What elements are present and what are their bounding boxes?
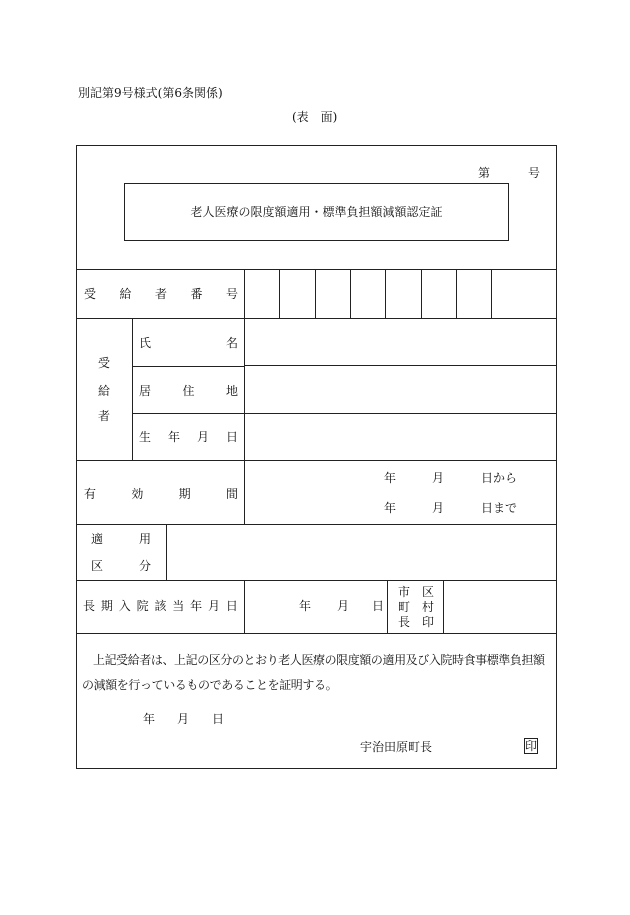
seal-label-line2: 町 村: [398, 600, 434, 614]
side-label: (表 面): [292, 110, 338, 124]
row-divider: [76, 580, 557, 581]
statement-day: 日: [212, 712, 225, 726]
long-term-year: 年: [299, 599, 312, 613]
column-divider: [387, 580, 388, 633]
row-divider: [244, 365, 557, 366]
long-term-label: 長 期 入 院 該 当 年 月 日: [83, 599, 238, 613]
validity-from-day: 日から: [481, 471, 518, 485]
validity-to-year: 年: [384, 501, 397, 515]
column-divider: [244, 580, 245, 633]
row-divider: [132, 413, 244, 414]
statement-year: 年: [143, 712, 156, 726]
digit-cell-divider: [315, 269, 316, 318]
statement-line1: 上記受給者は、上記の区分のとおり老人医療の限度額の適用及び入院時食事標準負担額: [93, 653, 545, 667]
number-suffix: 号: [528, 166, 541, 180]
digit-cell-divider: [350, 269, 351, 318]
column-divider: [443, 580, 444, 633]
number-prefix: 第: [478, 166, 491, 180]
long-term-day: 日: [372, 599, 385, 613]
row-divider: [132, 366, 244, 367]
row-divider: [76, 633, 557, 634]
validity-to-month: 月: [432, 501, 445, 515]
seal-mark: 印: [525, 739, 538, 753]
issuer-name: 宇治田原町長: [360, 740, 433, 754]
validity-label: 有 効 期 間: [84, 487, 238, 501]
validity-from-month: 月: [432, 471, 445, 485]
recipient-group-label-1: 受: [98, 356, 111, 370]
name-label: 氏 名: [139, 336, 238, 350]
row-divider: [76, 524, 557, 525]
address-label: 居 住 地: [139, 384, 238, 398]
validity-to-day: 日まで: [481, 501, 518, 515]
birthdate-label: 生 年 月 日: [139, 430, 238, 444]
seal-label-line1: 市 区: [398, 585, 434, 599]
form-reference: 別記第9号様式(第6条関係): [78, 86, 223, 100]
digit-cell-divider: [456, 269, 457, 318]
category-label-line2: 区 分: [91, 559, 151, 573]
recipient-number-label: 受 給 者 番 号: [84, 287, 238, 301]
column-divider: [132, 318, 133, 460]
digit-cell-divider: [279, 269, 280, 318]
column-divider: [166, 524, 167, 580]
row-divider: [76, 318, 557, 319]
recipient-group-label-2: 給: [98, 384, 111, 398]
statement-line2: の減額を行っているものであることを証明する。: [82, 678, 338, 692]
seal-label-line3: 長 印: [398, 615, 434, 629]
category-label-line1: 適 用: [91, 532, 151, 546]
column-divider: [244, 269, 245, 524]
digit-cell-divider: [421, 269, 422, 318]
row-divider: [244, 413, 557, 414]
row-divider: [76, 460, 557, 461]
digit-cell-divider: [491, 269, 492, 318]
statement-month: 月: [177, 712, 190, 726]
certificate-title: 老人医療の限度額適用・標準負担額減額認定証: [190, 205, 443, 219]
long-term-month: 月: [337, 599, 350, 613]
row-divider: [76, 269, 557, 270]
recipient-group-label-3: 者: [98, 409, 111, 423]
digit-cell-divider: [385, 269, 386, 318]
validity-from-year: 年: [384, 471, 397, 485]
